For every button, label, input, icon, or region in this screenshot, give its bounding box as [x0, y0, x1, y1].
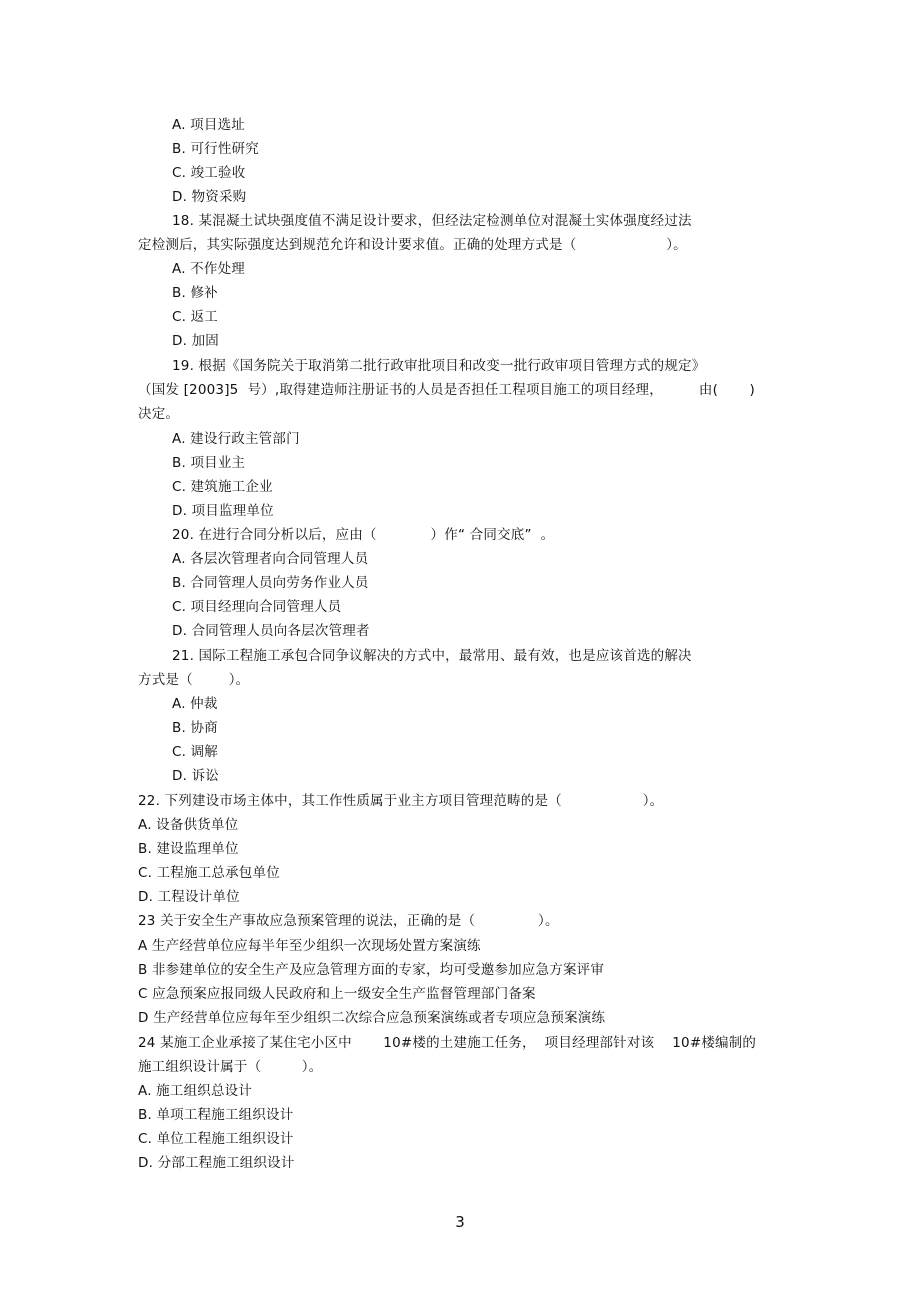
option-line: B. 合同管理人员向劳务作业人员: [172, 575, 369, 591]
option-line: C. 调解: [172, 744, 219, 760]
option-line: A. 建设行政主管部门: [172, 431, 300, 447]
option-line: C. 竣工验收: [172, 165, 246, 181]
option-line: A. 设备供货单位: [138, 817, 239, 833]
question-24-cont: 施工组织设计属于（ ）。: [138, 1059, 323, 1075]
option-line: D. 工程设计单位: [138, 889, 240, 905]
question-22: 22. 下列建设市场主体中，其工作性质属于业主方项目管理范畴的是（ ）。: [138, 793, 664, 809]
option-line: C. 工程施工总承包单位: [138, 865, 280, 881]
question-24: 24 某施工企业承接了某住宅小区中 10#楼的土建施工任务， 项目经理部针对该 10#楼编制的: [138, 1035, 757, 1051]
option-line: B. 项目业主: [172, 455, 246, 471]
question-18: 18. 某混凝土试块强度值不满足设计要求，但经法定检测单位对混凝土实体强度经过法: [172, 213, 692, 229]
option-line: C 应急预案应报同级人民政府和上一级安全生产监督管理部门备案: [138, 986, 536, 1002]
option-line: B. 协商: [172, 720, 218, 736]
question-23: 23 关于安全生产事故应急预案管理的说法，正确的是（ ）。: [138, 913, 559, 929]
option-line: B. 可行性研究: [172, 141, 259, 157]
option-line: B. 建设监理单位: [138, 841, 239, 857]
page-number: 3: [455, 1213, 465, 1231]
option-line: C. 项目经理向合同管理人员: [172, 599, 342, 615]
question-20: 20. 在进行合同分析以后，应由（ ）作“ 合同交底” 。: [172, 527, 555, 543]
question-19: 19. 根据《国务院关于取消第二批行政审批项目和改变一批行政审项目管理方式的规定》: [172, 358, 706, 374]
option-line: C. 返工: [172, 309, 219, 325]
question-21: 21. 国际工程施工承包合同争议解决的方式中，最常用、最有效，也是应该首选的解决: [172, 648, 692, 664]
question-18-cont: 定检测后，其实际强度达到规范允许和设计要求值。正确的处理方式是（ ）。: [138, 237, 687, 253]
option-line: B. 单项工程施工组织设计: [138, 1107, 294, 1123]
option-line: D. 合同管理人员向各层次管理者: [172, 623, 370, 639]
option-line: D. 物资采购: [172, 189, 247, 205]
question-19-cont: （国发 [2003]5 号）,取得建造师注册证书的人员是否担任工程项目施工的项目经理， 由( ): [138, 382, 755, 398]
option-line: A. 不作处理: [172, 261, 245, 277]
option-line: C. 单位工程施工组织设计: [138, 1131, 294, 1147]
question-19-cont: 决定。: [138, 406, 180, 422]
option-line: B. 修补: [172, 285, 218, 301]
option-line: A. 仲裁: [172, 696, 218, 712]
option-line: D. 分部工程施工组织设计: [138, 1155, 295, 1171]
option-line: B 非参建单位的安全生产及应急管理方面的专家，均可受邀参加应急方案评审: [138, 962, 605, 978]
option-line: D. 诉讼: [172, 768, 219, 784]
option-line: A 生产经营单位应每半年至少组织一次现场处置方案演练: [138, 938, 481, 954]
option-line: A. 施工组织总设计: [138, 1083, 253, 1099]
option-line: A. 各层次管理者向合同管理人员: [172, 551, 369, 567]
option-line: D 生产经营单位应每年至少组织二次综合应急预案演练或者专项应急预案演练: [138, 1010, 606, 1026]
option-line: D. 项目监理单位: [172, 503, 274, 519]
option-line: C. 建筑施工企业: [172, 479, 273, 495]
option-line: A. 项目选址: [172, 117, 245, 133]
question-21-cont: 方式是（ ）。: [138, 672, 250, 688]
option-line: D. 加固: [172, 333, 219, 349]
